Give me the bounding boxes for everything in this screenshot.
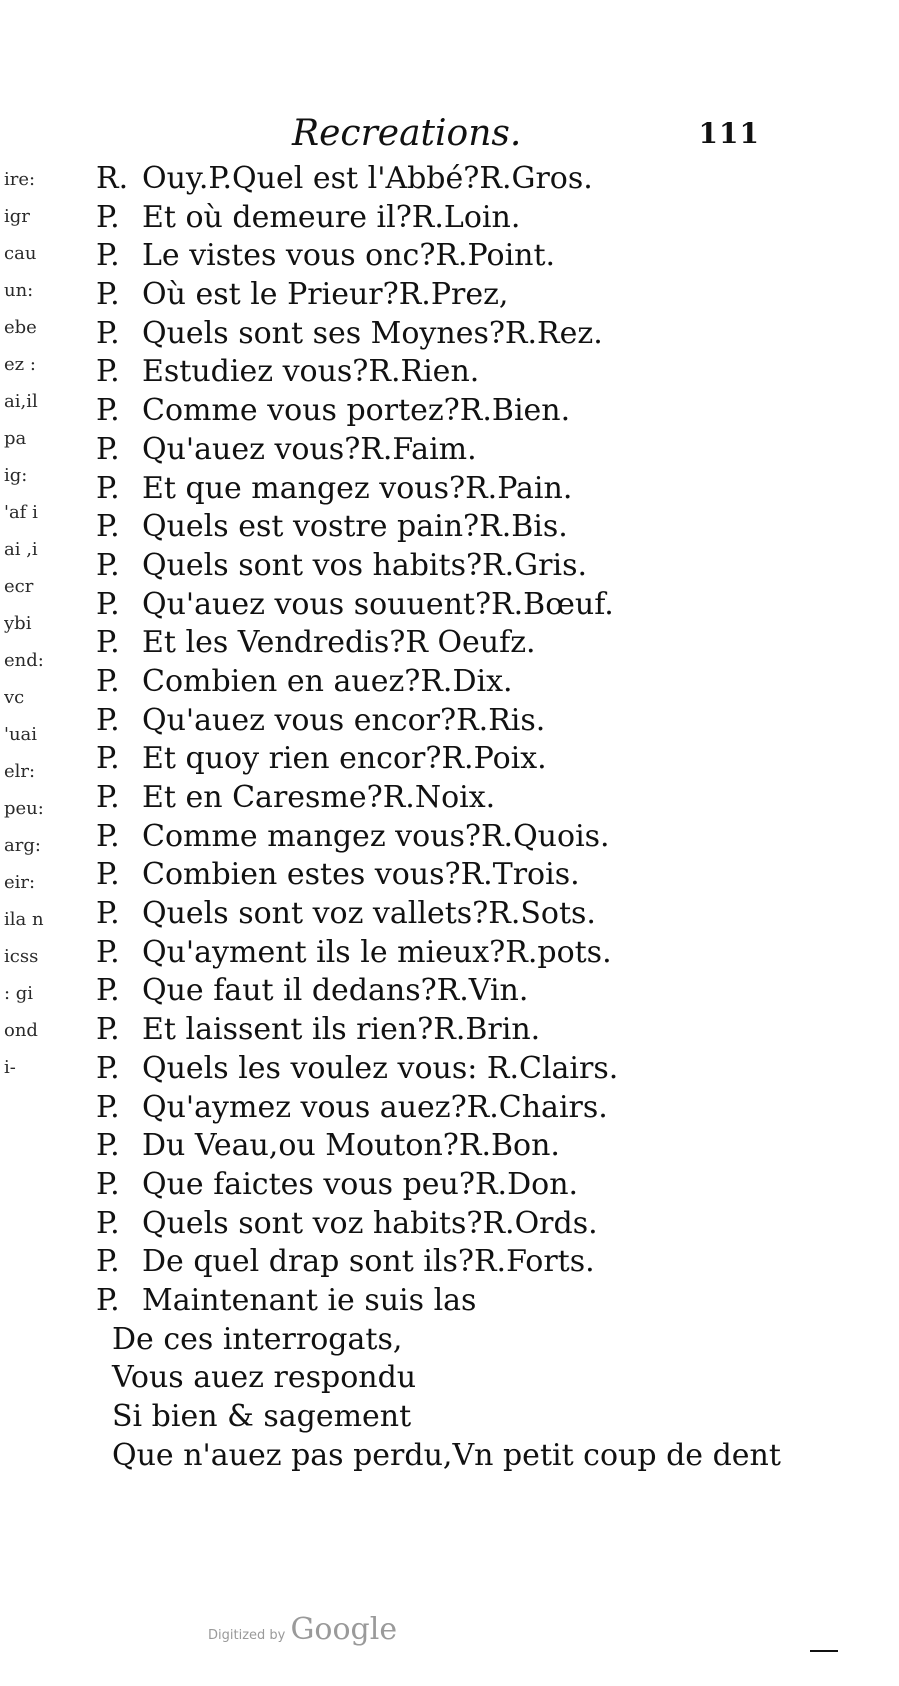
- dialogue-text-line: Du Veau,ou Mouton?R.Bon.: [142, 1128, 560, 1164]
- gutter-fragment: ire:: [4, 170, 36, 190]
- dialogue-text-line: Qu'auez vous?R.Faim.: [142, 431, 477, 467]
- gutter-fragment: 'uai: [4, 725, 38, 745]
- dialogue-text-line: Quels sont voz habits?R.Ords.: [142, 1205, 598, 1241]
- dialogue-line: [96, 508, 796, 547]
- speaker-label: P.: [96, 354, 120, 390]
- speaker-label: P.: [96, 509, 120, 545]
- dialogue-text-line: Qu'auez vous souuent?R.Bœuf.: [142, 586, 614, 622]
- gutter-fragment: cau: [4, 244, 37, 264]
- dialogue-text-line: Quels est vostre pain?R.Bis.: [142, 509, 568, 545]
- dialogue-text-line: Et laissent ils rien?R.Brin.: [142, 1012, 541, 1048]
- speaker-label: P.: [96, 393, 120, 429]
- dialogue-text-line: Le vistes vous onc?R.Point.: [142, 238, 556, 274]
- speaker-label: P.: [96, 973, 120, 1009]
- dialogue-line: [96, 779, 796, 818]
- running-title: Recreations.: [292, 113, 522, 154]
- gutter-fragment: ond: [4, 1021, 38, 1041]
- gutter-fragment: ila n: [4, 910, 44, 930]
- gutter-fragment: peu:: [4, 799, 44, 819]
- speaker-label: P.: [96, 1282, 120, 1318]
- dialogue-text-line: Quels sont vos habits?R.Gris.: [142, 547, 588, 583]
- gutter-fragment: ybi: [4, 614, 32, 634]
- speaker-label: P.: [96, 586, 120, 622]
- gutter-fragment: pa: [4, 429, 27, 449]
- dialogue-text: [96, 160, 796, 1475]
- speaker-label: P.: [96, 1089, 120, 1125]
- speaker-label: P.: [96, 1205, 120, 1241]
- google-logo-text: Google: [290, 1612, 398, 1647]
- gutter-fragment: eir:: [4, 873, 36, 893]
- gutter-fragment: ai,il: [4, 392, 38, 412]
- speaker-label: P.: [96, 934, 120, 970]
- dialogue-text-line: Combien estes vous?R.Trois.: [142, 857, 580, 893]
- speaker-label: P.: [96, 315, 120, 351]
- gutter-fragment: : gi: [4, 984, 34, 1004]
- dialogue-text-line: De quel drap sont ils?R.Forts.: [142, 1244, 595, 1280]
- dialogue-text-line: Et où demeure il?R.Loin.: [142, 199, 521, 235]
- digitized-by-label: Digitized by: [208, 1628, 286, 1643]
- speaker-label: P.: [96, 1166, 120, 1202]
- dialogue-text-line: Et quoy rien encor?R.Poix.: [142, 741, 547, 777]
- dialogue-line: [96, 160, 796, 199]
- speaker-label: P.: [96, 741, 120, 777]
- speaker-label: R.: [96, 161, 129, 196]
- dialogue-line: [96, 1089, 796, 1128]
- dialogue-text-line: Ouy.P.Quel est l'Abbé?R.Gros.: [142, 161, 593, 196]
- dialogue-text-line: Quels les voulez vous: R.Clairs.: [142, 1050, 619, 1086]
- dialogue-line: [96, 1050, 796, 1089]
- gutter-fragment: ez :: [4, 355, 36, 375]
- gutter-fragment: ai ,i: [4, 540, 38, 560]
- speaker-label: P.: [96, 857, 120, 893]
- gutter-fragment: end:: [4, 651, 44, 671]
- gutter-fragment: un:: [4, 281, 34, 301]
- dialogue-line: [96, 315, 796, 354]
- gutter-fragment: elr:: [4, 762, 36, 782]
- gutter-fragment: igr: [4, 207, 30, 227]
- dialogue-line: [96, 237, 796, 276]
- speaker-label: P.: [96, 470, 120, 506]
- dialogue-line: [96, 1127, 796, 1166]
- facing-page-gutter: [0, 0, 55, 1686]
- dialogue-text-line: Quels sont voz vallets?R.Sots.: [142, 896, 596, 932]
- dialogue-text-line: Et que mangez vous?R.Pain.: [142, 470, 573, 506]
- page-header: [280, 112, 760, 162]
- dialogue-line: [96, 547, 796, 586]
- gutter-fragment: ebe: [4, 318, 37, 338]
- gutter-fragment: icss: [4, 947, 39, 967]
- dialogue-text-line: Maintenant ie suis las: [142, 1282, 477, 1318]
- speaker-label: P.: [96, 238, 120, 274]
- dialogue-text-line: Que faictes vous peu?R.Don.: [142, 1166, 579, 1202]
- speaker-label: P.: [96, 1128, 120, 1164]
- speaker-label: P.: [96, 625, 120, 661]
- dialogue-text-line: Et en Caresme?R.Noix.: [142, 780, 496, 815]
- gutter-fragment: vc: [4, 688, 25, 708]
- dialogue-line: [96, 972, 796, 1011]
- speaker-label: P.: [96, 1050, 120, 1086]
- dialogue-line: [96, 895, 796, 934]
- speaker-label: P.: [96, 277, 120, 313]
- dialogue-line: [96, 1205, 796, 1244]
- closing-verse-line: De ces interrogats,: [112, 1321, 403, 1357]
- dialogue-text-line: Estudiez vous?R.Rien.: [142, 354, 480, 390]
- dialogue-line: [96, 586, 796, 625]
- dialogue-text-line: Combien en auez?R.Dix.: [142, 663, 513, 699]
- dialogue-line: [96, 431, 796, 470]
- speaker-label: P.: [96, 431, 120, 467]
- dialogue-text-line: Qu'aymez vous auez?R.Chairs.: [142, 1089, 608, 1125]
- dialogue-line: [96, 663, 796, 702]
- dialogue-text-line: Où est le Prieur?R.Prez,: [142, 277, 509, 313]
- dialogue-line: [96, 276, 796, 315]
- dialogue-text-line: Que faut il dedans?R.Vin.: [142, 973, 529, 1009]
- dialogue-line: [96, 353, 796, 392]
- dialogue-line: [96, 470, 796, 509]
- speaker-label: P.: [96, 547, 120, 583]
- gutter-fragment: i-: [4, 1058, 16, 1078]
- gutter-fragment: arg:: [4, 836, 41, 856]
- dialogue-line: [96, 740, 796, 779]
- dialogue-text-line: Quels sont ses Moynes?R.Rez.: [142, 315, 603, 351]
- dialogue-line: [96, 199, 796, 238]
- speaker-label: P.: [96, 780, 120, 815]
- dialogue-line: [96, 392, 796, 431]
- speaker-label: P.: [96, 199, 120, 235]
- page-number: 111: [698, 117, 760, 150]
- speaker-label: P.: [96, 702, 120, 738]
- dialogue-line: [96, 702, 796, 741]
- closing-verse-line: Que n'auez pas perdu,Vn petit coup de dent: [112, 1437, 781, 1473]
- speaker-label: P.: [96, 663, 120, 699]
- dialogue-text-line: Comme mangez vous?R.Quois.: [142, 818, 610, 854]
- dialogue-line: [96, 818, 796, 857]
- dialogue-text-line: Comme vous portez?R.Bien.: [142, 393, 571, 429]
- closing-verse-line: Vous auez respondu: [112, 1360, 417, 1396]
- speaker-label: P.: [96, 818, 120, 854]
- speaker-label: P.: [96, 1244, 120, 1280]
- closing-verse-line: Si bien & sagement: [112, 1399, 412, 1434]
- dialogue-line: [96, 624, 796, 663]
- dialogue-line: [96, 856, 796, 895]
- gutter-fragment: ecr: [4, 577, 34, 597]
- dialogue-line: [96, 1243, 796, 1282]
- dialogue-line: [96, 1166, 796, 1205]
- dialogue-text-line: Qu'ayment ils le mieux?R.pots.: [142, 934, 612, 970]
- speaker-label: P.: [96, 896, 120, 932]
- dialogue-text-line: Qu'auez vous encor?R.Ris.: [142, 702, 546, 738]
- dialogue-line: [96, 1282, 796, 1321]
- gutter-fragment: ig:: [4, 466, 28, 486]
- dialogue-line: [96, 1011, 796, 1050]
- gutter-fragment: 'af i: [4, 503, 38, 523]
- dialogue-text-line: Et les Vendredis?R Oeufz.: [142, 625, 536, 661]
- digitized-by-google-watermark: [208, 1612, 397, 1647]
- corner-dash: [810, 1650, 838, 1652]
- speaker-label: P.: [96, 1012, 120, 1048]
- dialogue-line: [96, 934, 796, 973]
